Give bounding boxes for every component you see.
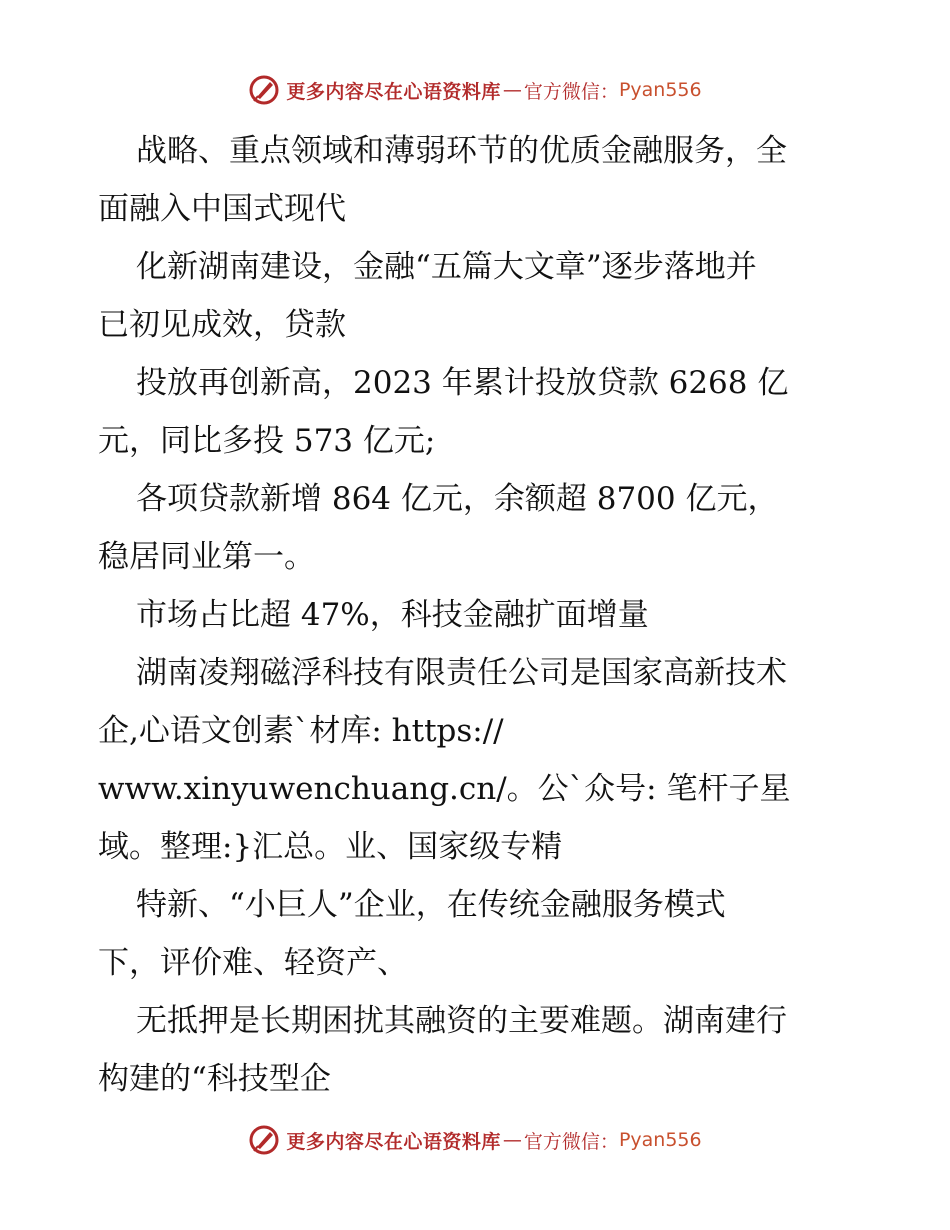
- body-line: 各项贷款新增 864 亿元，余额超 8700 亿元，: [136, 481, 779, 517]
- body-line: 构建的“科技型企: [98, 1061, 331, 1097]
- footer-banner: [0, 1120, 950, 1160]
- quill-logo-icon: [248, 74, 280, 106]
- body-line: 稳居同业第一。: [98, 539, 315, 575]
- body-line: 化新湖南建设，金融“五篇大文章”逐步落地并: [136, 249, 757, 285]
- body-line: 特新、“小巨人”企业，在传统金融服务模式: [136, 887, 726, 923]
- body-line: 市场占比超 47%，科技金融扩面增量: [136, 597, 649, 633]
- footer-wechat-id: Pyan556: [618, 1129, 702, 1151]
- body-line: 无抵押是长期困扰其融资的主要难题。湖南建行: [136, 1003, 787, 1039]
- footer-separator: —: [502, 1129, 522, 1151]
- header-wechat-id: Pyan556: [618, 79, 702, 101]
- body-line: 投放再创新高，2023 年累计投放贷款 6268 亿: [136, 365, 789, 401]
- document-body: [98, 122, 858, 1108]
- quill-logo-icon: [248, 1124, 280, 1156]
- body-line: 战略、重点领域和薄弱环节的优质金融服务，全: [136, 133, 787, 169]
- body-line: 面融入中国式现代: [98, 191, 346, 227]
- header-banner: [0, 70, 950, 110]
- body-line: 下，评价难、轻资产、: [98, 945, 408, 981]
- body-line: www.xinyuwenchuang.cn/。公`众号: 笔杆子星: [98, 771, 791, 807]
- body-line: 域。整理:}汇总。业、国家级专精: [98, 829, 563, 865]
- header-wechat-label: 官方微信：: [523, 80, 619, 103]
- body-line: 企,心语文创素`材库: https://: [98, 713, 504, 749]
- header-separator: —: [502, 79, 522, 101]
- body-line: 元，同比多投 573 亿元;: [98, 423, 436, 459]
- body-line: 湖南凌翔磁浮科技有限责任公司是国家高新技术: [136, 655, 787, 691]
- footer-promo-text: 更多内容尽在心语资料库: [286, 1130, 501, 1153]
- body-line: 已初见成效，贷款: [98, 307, 346, 343]
- header-promo-text: 更多内容尽在心语资料库: [286, 80, 501, 103]
- footer-wechat-label: 官方微信：: [523, 1130, 619, 1153]
